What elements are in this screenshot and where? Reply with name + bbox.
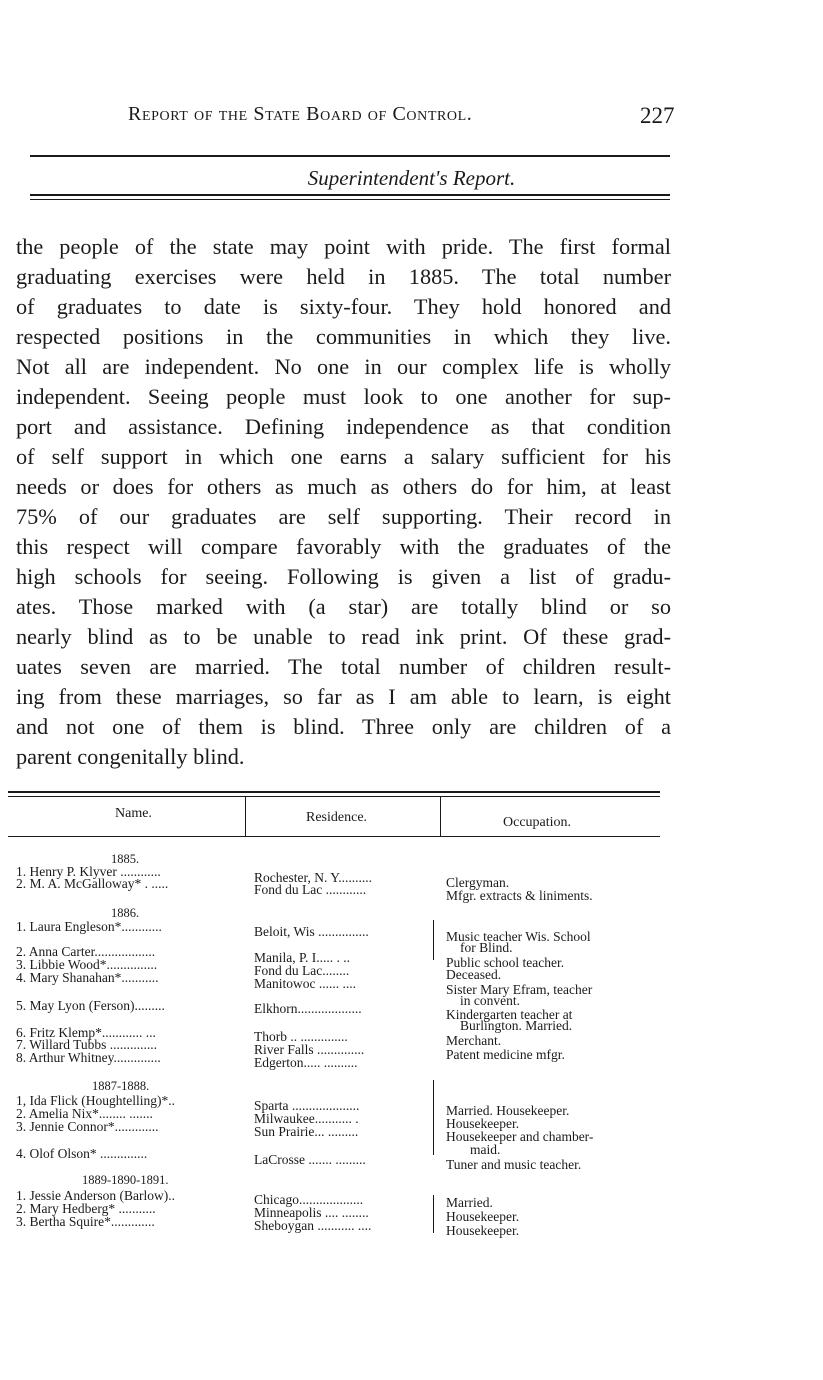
row-number: 2. — [16, 1106, 27, 1121]
row-occupation: Housekeeper. — [446, 1116, 520, 1131]
year-heading: 1885. — [111, 852, 140, 866]
row-occupation: Music teacher Wis. School — [446, 929, 591, 944]
row-number: 7. — [16, 1037, 27, 1052]
row-residence: Sparta .................... — [254, 1098, 360, 1113]
table-row — [16, 919, 162, 935]
row-residence: Fond du Lac........ — [254, 963, 350, 978]
table-rule-top-thin — [8, 796, 660, 797]
body-line: this respect will compare favorably with the graduates of the — [16, 534, 671, 559]
body-line: port and assistance. Defining independence as that condition — [16, 414, 671, 439]
row-residence: Minneapolis .... ........ — [254, 1205, 369, 1220]
row-occupation-cont: Burlington. Married. — [460, 1018, 573, 1033]
graduate-name: Anna Carter.................. — [28, 944, 156, 959]
body-line: 75% of our graduates are self supporting. Their record in — [16, 504, 671, 529]
year-heading: 1889-1890-1891. — [82, 1173, 169, 1187]
body-line: of self support in which one earns a salary sufficient for his — [16, 444, 671, 469]
graduate-name: Amelia Nix*........ ....... — [28, 1106, 153, 1121]
row-occupation: Public school teacher. — [446, 955, 565, 970]
row-number: 2. — [16, 944, 27, 959]
row-number: 4. — [16, 1146, 27, 1161]
row-residence: Beloit, Wis ............... — [254, 924, 369, 939]
table-row — [16, 970, 158, 986]
row-occupation: Tuner and music teacher. — [446, 1157, 582, 1172]
row-occupation: Married. Housekeeper. — [446, 1103, 570, 1118]
graduate-name: Henry P. Klyver ............ — [29, 864, 161, 879]
row-occupation: Mfgr. extracts & liniments. — [446, 888, 593, 903]
row-number: 1, — [16, 1093, 27, 1108]
row-residence: Thorb .. .............. — [254, 1029, 348, 1044]
column-header-occupation: Occupation. — [503, 815, 572, 830]
graduate-name: Bertha Squire*............. — [29, 1214, 155, 1229]
body-line: Not all are independent. No one in our complex life is wholly — [16, 354, 671, 379]
row-occupation: Housekeeper. — [446, 1209, 520, 1224]
table-row — [16, 1214, 155, 1230]
table-row — [16, 876, 168, 892]
graduate-name: Willard Tubbs .............. — [29, 1037, 157, 1052]
body-line: nearly blind as to be unable to read ink print. Of these grad- — [16, 624, 671, 649]
graduate-name: Jessie Anderson (Barlow).. — [29, 1188, 175, 1203]
row-occupation: Deceased. — [446, 967, 502, 982]
row-number: 1. — [16, 864, 27, 879]
header-rule-top — [30, 155, 670, 157]
row-number: 3. — [16, 957, 27, 972]
row-number: 4. — [16, 970, 27, 985]
row-number: 1. — [16, 1188, 27, 1203]
row-residence: Milwaukee........... . — [254, 1111, 359, 1126]
body-paragraph — [16, 232, 671, 772]
row-occupation: Clergyman. — [446, 875, 510, 890]
column-header-name: Name. — [115, 806, 152, 821]
graduate-name: M. A. McGalloway* . ..... — [29, 876, 169, 891]
row-occupation: Housekeeper and chamber- — [446, 1129, 594, 1144]
row-occupation-cont: maid. — [470, 1142, 501, 1157]
row-residence: Sheboygan ........... .... — [254, 1218, 372, 1233]
table-row — [16, 1146, 147, 1162]
row-occupation: Merchant. — [446, 1033, 502, 1048]
row-residence: Manila, P. I..... . .. — [254, 950, 350, 965]
graduate-name: Libbie Wood*............... — [29, 957, 158, 972]
body-line: ates. Those marked with (a star) are totally blind or so — [16, 594, 671, 619]
row-occupation: Kindergarten teacher at — [446, 1007, 573, 1022]
row-number: 1. — [16, 919, 27, 934]
row-number: 2. — [16, 876, 27, 891]
running-title: Report of the State Board of Control. — [128, 103, 473, 125]
row-number: 3. — [16, 1119, 27, 1134]
column-divider — [433, 1080, 434, 1155]
row-residence: Edgerton..... .......... — [254, 1055, 358, 1070]
row-number: 2. — [16, 1201, 27, 1216]
graduate-name: Jennie Connor*............. — [29, 1119, 159, 1134]
table-row — [16, 1050, 161, 1066]
graduate-name: Fritz Klemp*............ ... — [29, 1025, 156, 1040]
graduate-name: Ida Flick (Houghtelling)*.. — [29, 1093, 175, 1108]
row-residence: River Falls .............. — [254, 1042, 365, 1057]
table-rule-header — [8, 836, 660, 837]
body-line: and not one of them is blind. Three only are children of a — [16, 714, 671, 739]
table-row — [16, 1119, 159, 1135]
row-occupation: Housekeeper. — [446, 1223, 520, 1238]
body-line: needs or does for others as much as others do for him, at least — [16, 474, 671, 499]
year-heading: 1886. — [111, 906, 140, 920]
year-heading: 1887-1888. — [92, 1079, 150, 1093]
row-occupation-cont: for Blind. — [460, 940, 513, 955]
row-residence: Sun Prairie... ......... — [254, 1124, 359, 1139]
graduate-name: Olof Olson* .............. — [29, 1146, 148, 1161]
header-rule-bottom — [30, 194, 670, 196]
row-residence: LaCrosse ....... ......... — [254, 1152, 366, 1167]
body-line: uates seven are married. The total number of children result- — [16, 654, 671, 679]
row-number: 3. — [16, 1214, 27, 1229]
body-line: graduating exercises were held in 1885. The total number — [16, 264, 671, 289]
graduate-name: Laura Engleson*............ — [29, 919, 162, 934]
header-rule-bottom-thin — [30, 199, 670, 200]
column-divider — [433, 920, 434, 960]
body-line: respected positions in the communities in which they live. — [16, 324, 671, 349]
page-number: 227 — [640, 103, 675, 128]
row-occupation: Sister Mary Efram, teacher — [446, 982, 593, 997]
body-line: high schools for seeing. Following is given a list of gradu- — [16, 564, 671, 589]
row-number: 8. — [16, 1050, 27, 1065]
row-residence: Rochester, N. Y.......... — [254, 870, 372, 885]
graduate-name: May Lyon (Ferson)......... — [29, 998, 165, 1013]
graduate-name: Mary Shanahan*........... — [29, 970, 159, 985]
column-divider — [245, 797, 246, 837]
row-occupation: Married. — [446, 1195, 493, 1210]
row-occupation-cont: in convent. — [460, 993, 520, 1008]
row-residence: Chicago................... — [254, 1192, 364, 1207]
column-header-residence: Residence. — [306, 810, 368, 825]
table-row — [16, 998, 165, 1014]
table-rule-top — [8, 791, 660, 793]
column-divider — [433, 1195, 434, 1233]
row-number: 6. — [16, 1025, 27, 1040]
body-line: of graduates to date is sixty-four. They hold honored and — [16, 294, 671, 319]
body-line: the people of the state may point with pride. The first formal — [16, 234, 671, 259]
column-divider — [440, 797, 441, 837]
body-line: ing from these marriages, so far as I am able to learn, is eight — [16, 684, 671, 709]
row-residence: Manitowoc ...... .... — [254, 976, 356, 991]
body-line: parent congenitally blind. — [16, 744, 245, 769]
row-residence: Fond du Lac ............ — [254, 882, 367, 897]
graduate-name: Mary Hedberg* ........... — [29, 1201, 156, 1216]
row-residence: Elkhorn................... — [254, 1001, 362, 1016]
section-title: Superintendent's Report. — [307, 166, 516, 190]
row-occupation: Patent medicine mfgr. — [446, 1047, 565, 1062]
body-line: independent. Seeing people must look to one another for sup- — [16, 384, 671, 409]
graduate-name: Arthur Whitney.............. — [28, 1050, 161, 1065]
row-number: 5. — [16, 998, 27, 1013]
